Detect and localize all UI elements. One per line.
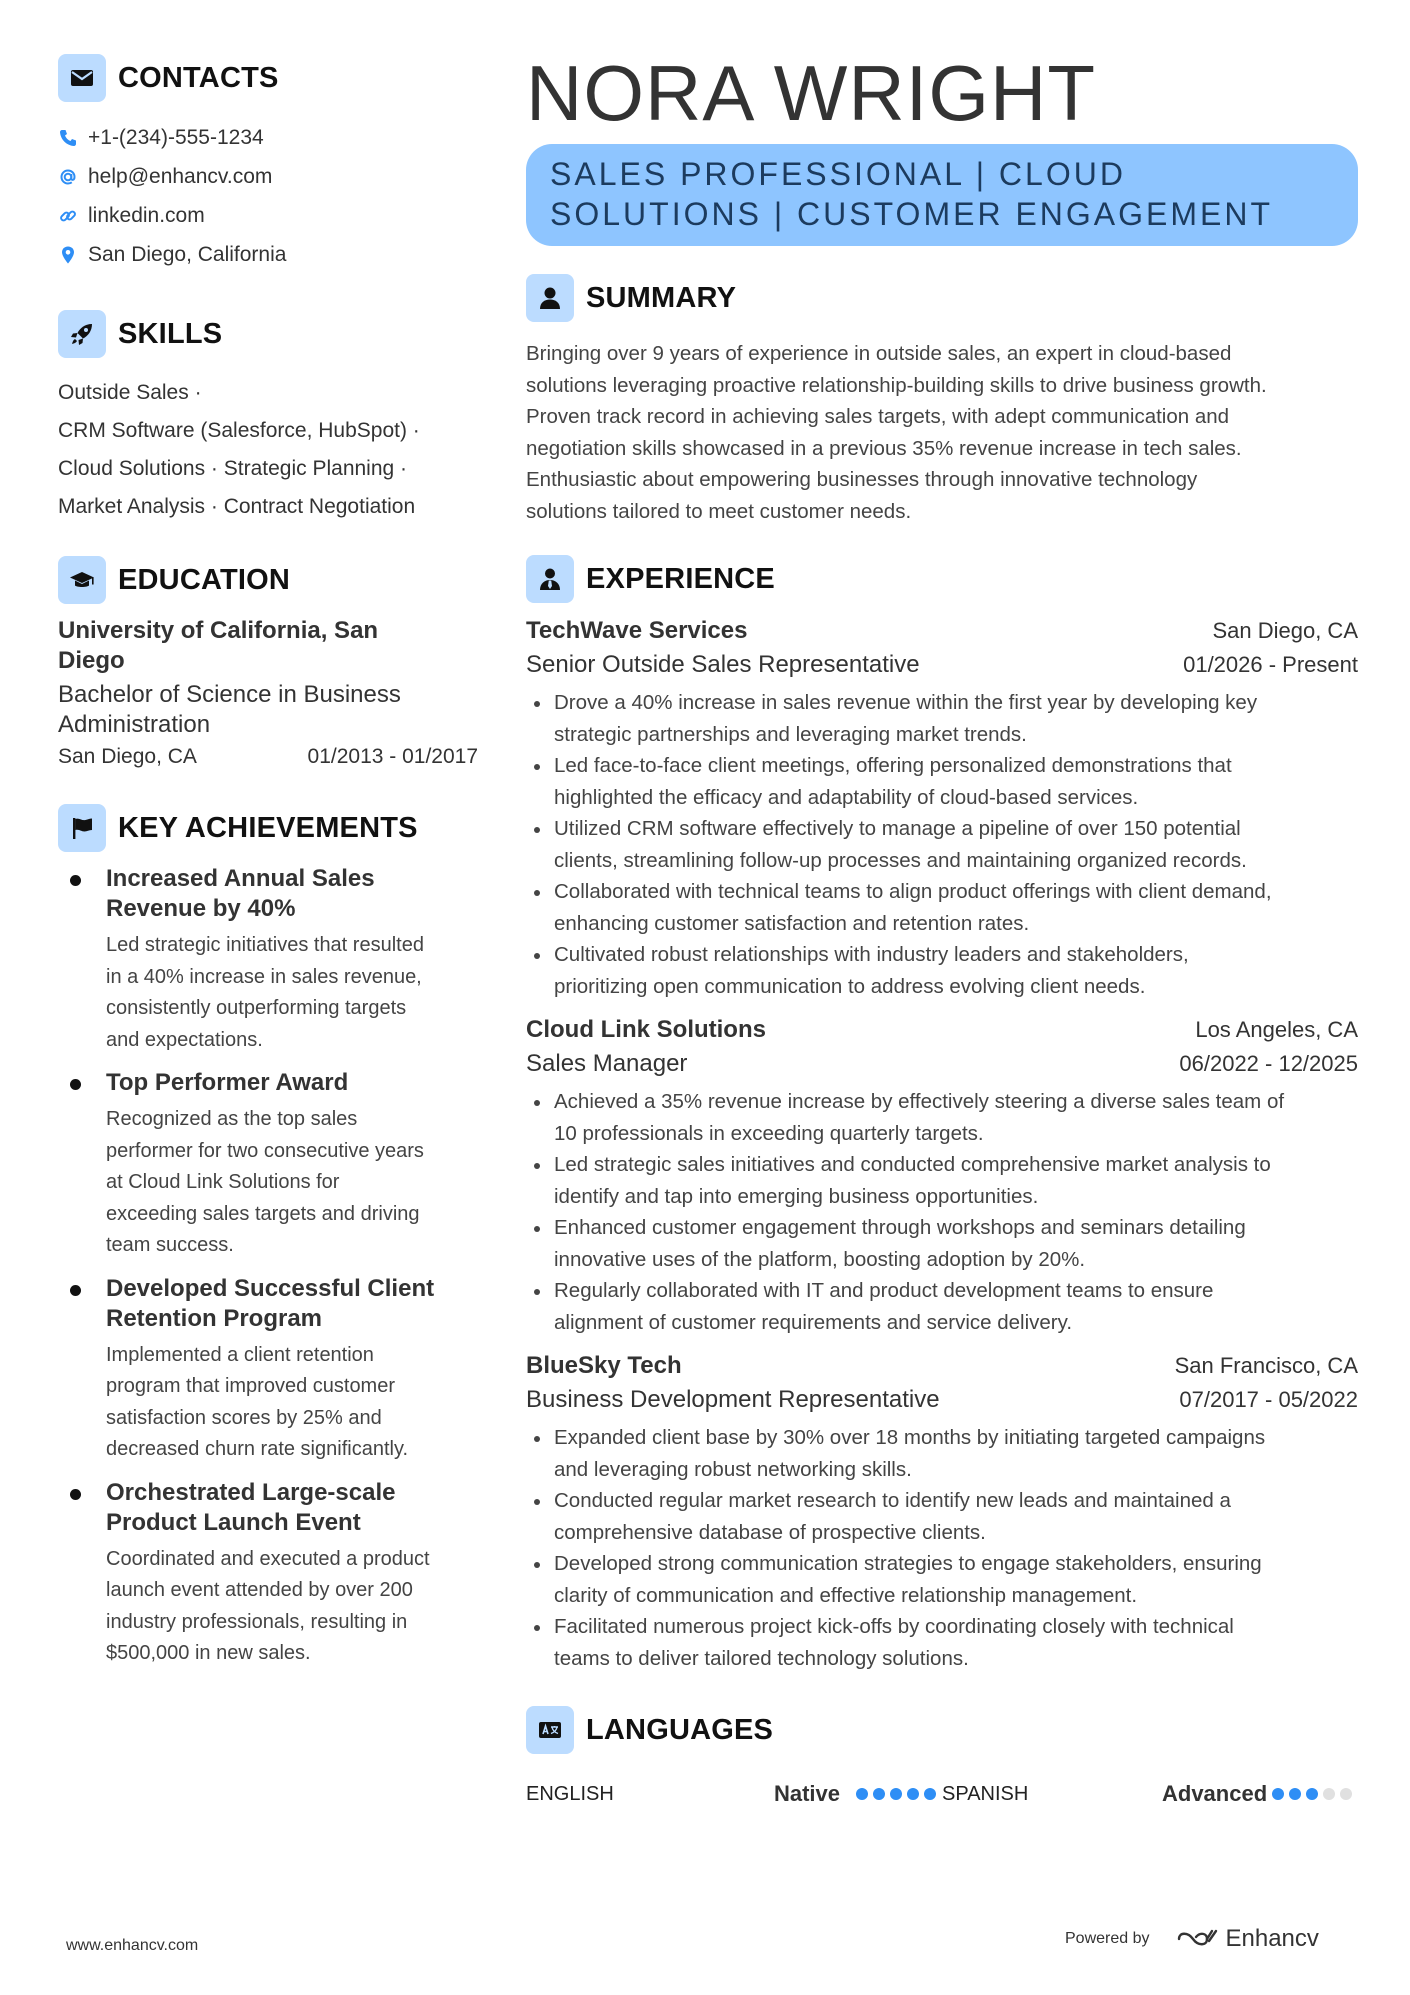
language-item bbox=[526, 1781, 942, 1807]
contact-phone-text: +1-(234)-555-1234 bbox=[88, 125, 264, 149]
education-meta bbox=[58, 740, 478, 774]
bullet-dot bbox=[70, 1079, 81, 1090]
achievements-list bbox=[58, 864, 478, 1670]
bullet-line: highlighted the efficacy and adaptability of cloud-based services. bbox=[554, 785, 1139, 809]
businessperson-icon bbox=[526, 555, 574, 603]
summary-header bbox=[526, 274, 1358, 322]
job-bullets bbox=[526, 687, 1358, 1002]
summary-section bbox=[526, 274, 1358, 527]
achievements-header bbox=[58, 804, 478, 852]
education-degree-line: Bachelor of Science in Business bbox=[58, 681, 401, 708]
skills-line: Market Analysis · Contract Negotiation bbox=[58, 495, 416, 518]
skills-line: Outside Sales · bbox=[58, 381, 202, 404]
job-bullet bbox=[526, 1485, 1358, 1548]
job-header bbox=[526, 1016, 1358, 1050]
rating-dot-filled bbox=[1289, 1788, 1301, 1800]
education-header bbox=[58, 556, 478, 604]
education-degree bbox=[58, 680, 478, 740]
language-item bbox=[942, 1781, 1358, 1807]
achievement-desc bbox=[106, 1340, 478, 1466]
bullet-line: Utilized CRM software effectively to manage a pipeline of over 150 potential bbox=[554, 817, 1241, 840]
bullet-line: strategic partnerships and leveraging market trends. bbox=[554, 722, 1027, 746]
job-header bbox=[526, 617, 1358, 651]
summary-title: SUMMARY bbox=[586, 281, 737, 314]
contact-location bbox=[58, 235, 478, 274]
contacts-section bbox=[58, 54, 478, 274]
summary-line: solutions tailored to meet customer needs. bbox=[526, 499, 912, 523]
skills-header bbox=[58, 310, 478, 358]
languages-title: LANGUAGES bbox=[586, 1713, 774, 1746]
achievement-desc-line: decreased churn rate significantly. bbox=[106, 1438, 409, 1460]
rating-dot-filled bbox=[856, 1788, 868, 1800]
job-bullet bbox=[526, 1086, 1358, 1149]
bullet-line: innovative uses of the platform, boosting adoption by 20%. bbox=[554, 1247, 1086, 1271]
rating-dot-empty bbox=[1340, 1788, 1352, 1800]
achievement-desc bbox=[106, 1544, 478, 1670]
job-company: TechWave Services bbox=[526, 617, 748, 644]
job-company: BlueSky Tech bbox=[526, 1352, 682, 1379]
rating-dot-filled bbox=[907, 1788, 919, 1800]
job-company: Cloud Link Solutions bbox=[526, 1016, 766, 1043]
bullet-line: alignment of customer requirements and service delivery. bbox=[554, 1310, 1073, 1334]
achievement-item bbox=[58, 864, 478, 1056]
contact-phone[interactable] bbox=[58, 118, 478, 157]
rating-dot-filled bbox=[1272, 1788, 1284, 1800]
achievement-title-line: Developed Successful Client bbox=[106, 1274, 435, 1302]
achievement-desc-line: consistently outperforming targets bbox=[106, 997, 407, 1019]
achievement-desc-line: Led strategic initiatives that resulted bbox=[106, 934, 424, 956]
experience-header bbox=[526, 555, 1358, 603]
job-bullet bbox=[526, 939, 1358, 1002]
achievements-section bbox=[58, 804, 478, 1670]
job-subheader bbox=[526, 1386, 1358, 1420]
job-location: Los Angeles, CA bbox=[1195, 1017, 1358, 1042]
skills-section bbox=[58, 310, 478, 526]
achievements-title: KEY ACHIEVEMENTS bbox=[118, 811, 418, 844]
achievement-desc-line: program that improved customer bbox=[106, 1375, 396, 1397]
job-role: Business Development Representative bbox=[526, 1386, 940, 1413]
achievement-title-line: Retention Program bbox=[106, 1304, 323, 1332]
education-location: San Diego, CA bbox=[58, 745, 197, 768]
job-dates: 06/2022 - 12/2025 bbox=[1179, 1051, 1358, 1076]
bullet-line: Regularly collaborated with IT and product development teams to ensure bbox=[554, 1279, 1214, 1302]
bullet-line: Led strategic sales initiatives and conducted comprehensive market analysis to bbox=[554, 1153, 1271, 1176]
job-bullet bbox=[526, 1275, 1358, 1338]
headline-banner bbox=[526, 144, 1358, 246]
achievement-desc-line: and expectations. bbox=[106, 1028, 263, 1051]
bullet-line: teams to deliver tailored technology solutions. bbox=[554, 1646, 969, 1670]
skills-line: CRM Software (Salesforce, HubSpot) · bbox=[58, 419, 420, 442]
language-level: Advanced bbox=[1162, 1781, 1268, 1806]
job-bullet bbox=[526, 750, 1358, 813]
phone-icon bbox=[58, 128, 88, 148]
achievement-desc-line: launch event attended by over 200 bbox=[106, 1579, 413, 1601]
job-location: San Diego, CA bbox=[1212, 618, 1358, 643]
achievement-desc-line: Coordinated and executed a product bbox=[106, 1547, 430, 1570]
right-column bbox=[526, 50, 1358, 1812]
bullet-line: Achieved a 35% revenue increase by effectively steering a diverse sales team of bbox=[554, 1090, 1285, 1113]
job-dates: 01/2026 - Present bbox=[1183, 652, 1358, 677]
education-section bbox=[58, 556, 478, 774]
contact-location-text: San Diego, California bbox=[88, 242, 287, 266]
job-bullet bbox=[526, 1611, 1358, 1674]
language-rating bbox=[1272, 1788, 1357, 1800]
rating-dot-filled bbox=[1306, 1788, 1318, 1800]
bullet-line: Facilitated numerous project kick-offs by coordinating closely with technical bbox=[554, 1615, 1234, 1638]
bullet-line: Cultivated robust relationships with industry leaders and stakeholders, bbox=[554, 943, 1189, 966]
job-entry bbox=[526, 1352, 1358, 1674]
enhancv-brand[interactable] bbox=[1176, 1925, 1319, 1953]
achievement-title bbox=[106, 1068, 478, 1098]
education-school-line: Diego bbox=[58, 647, 125, 674]
job-bullet bbox=[526, 1212, 1358, 1275]
achievement-desc-line: performer for two consecutive years bbox=[106, 1139, 424, 1162]
bullet-line: Conducted regular market research to identify new leads and maintained a bbox=[554, 1489, 1231, 1512]
contact-email[interactable] bbox=[58, 157, 478, 196]
languages-section bbox=[526, 1706, 1358, 1812]
contacts-header bbox=[58, 54, 478, 102]
languages-header bbox=[526, 1706, 1358, 1754]
language-level: Native bbox=[773, 1781, 840, 1806]
bullet-line: identify and tap into emerging business opportunities. bbox=[554, 1184, 1039, 1208]
job-role: Senior Outside Sales Representative bbox=[526, 651, 920, 678]
achievement-title-line: Orchestrated Large-scale bbox=[106, 1478, 396, 1506]
education-title: EDUCATION bbox=[118, 563, 291, 596]
achievement-desc-line: $500,000 in new sales. bbox=[106, 1642, 311, 1664]
education-school bbox=[58, 616, 478, 676]
summary-line: negotiation skills showcased in a previous 35% revenue increase in tech sales. bbox=[526, 436, 1242, 460]
achievement-desc-line: Implemented a client retention bbox=[106, 1343, 374, 1366]
at-icon bbox=[58, 167, 88, 187]
rating-dot-filled bbox=[873, 1788, 885, 1800]
job-bullet bbox=[526, 876, 1358, 939]
language-rating bbox=[856, 1788, 941, 1800]
rating-dot-filled bbox=[890, 1788, 902, 1800]
bullet-line: enhancing customer satisfaction and retention rates. bbox=[554, 911, 1030, 935]
job-bullet bbox=[526, 687, 1358, 750]
job-entry bbox=[526, 1016, 1358, 1338]
job-role: Sales Manager bbox=[526, 1050, 688, 1077]
achievement-title bbox=[106, 1274, 478, 1334]
enhancv-logo-icon bbox=[1176, 1927, 1220, 1951]
brand-name: Enhancv bbox=[1225, 1925, 1319, 1952]
achievement-title bbox=[106, 864, 478, 924]
job-location: San Francisco, CA bbox=[1174, 1353, 1358, 1378]
headline-text: SALES PROFESSIONAL | CLOUD SOLUTIONS | CUSTOMER ENGAGEMENT bbox=[550, 156, 1274, 232]
contact-linkedin[interactable] bbox=[58, 196, 478, 235]
bullet-line: Collaborated with technical teams to align product offerings with client demand, bbox=[554, 880, 1272, 903]
achievement-desc-line: team success. bbox=[106, 1234, 234, 1256]
languages-list bbox=[526, 1776, 1358, 1812]
link-icon bbox=[58, 206, 88, 226]
job-header bbox=[526, 1352, 1358, 1386]
language-name: SPANISH bbox=[942, 1782, 1029, 1805]
skills-title: SKILLS bbox=[118, 317, 223, 350]
achievement-desc-line: in a 40% increase in sales revenue, bbox=[106, 965, 422, 988]
bullet-line: Enhanced customer engagement through workshops and seminars detailing bbox=[554, 1216, 1246, 1239]
candidate-name: NORA WRIGHT bbox=[526, 49, 1096, 137]
bullet-line: and leveraging robust networking skills. bbox=[554, 1457, 912, 1481]
location-pin-icon bbox=[58, 245, 88, 265]
achievement-title-line: Increased Annual Sales bbox=[106, 865, 375, 892]
job-subheader bbox=[526, 651, 1358, 685]
job-bullets bbox=[526, 1086, 1358, 1338]
job-dates: 07/2017 - 05/2022 bbox=[1179, 1387, 1358, 1412]
skills-line: Cloud Solutions · Strategic Planning · bbox=[58, 457, 408, 480]
person-icon bbox=[526, 274, 574, 322]
bullet-dot bbox=[70, 875, 81, 886]
education-degree-line: Administration bbox=[58, 711, 211, 738]
bullet-line: Developed strong communication strategies to engage stakeholders, ensuring bbox=[554, 1552, 1262, 1575]
achievement-item bbox=[58, 1478, 478, 1670]
left-column bbox=[58, 54, 478, 1670]
powered-by-label: Powered by bbox=[1065, 1930, 1150, 1947]
footer-website[interactable]: www.enhancv.com bbox=[66, 1937, 199, 1954]
contact-linkedin-text: linkedin.com bbox=[88, 203, 205, 227]
achievement-desc-line: at Cloud Link Solutions for bbox=[106, 1171, 340, 1193]
language-name: ENGLISH bbox=[526, 1782, 614, 1805]
bullet-line: Led face-to-face client meetings, offering personalized demonstrations that bbox=[554, 754, 1232, 777]
bullet-line: Expanded client base by 30% over 18 months by initiating targeted campaigns bbox=[554, 1426, 1266, 1449]
achievement-title-line: Product Launch Event bbox=[106, 1508, 361, 1536]
achievement-title-line: Top Performer Award bbox=[106, 1069, 349, 1096]
job-bullet bbox=[526, 1548, 1358, 1611]
summary-line: Enthusiastic about empowering businesses through innovative technology bbox=[526, 468, 1198, 491]
achievement-item bbox=[58, 1068, 478, 1262]
achievement-desc-line: Recognized as the top sales bbox=[106, 1108, 358, 1130]
bullet-line: Drove a 40% increase in sales revenue within the first year by developing key bbox=[554, 691, 1258, 714]
achievement-desc bbox=[106, 930, 478, 1056]
summary-line: solutions leveraging proactive relationship-building skills to drive business growth. bbox=[526, 373, 1267, 397]
rating-dot-empty bbox=[1323, 1788, 1335, 1800]
achievement-desc-line: exceeding sales targets and driving bbox=[106, 1202, 420, 1225]
education-dates: 01/2013 - 01/2017 bbox=[307, 745, 478, 768]
job-bullets bbox=[526, 1422, 1358, 1674]
bullet-line: clarity of communication and effective relationship management. bbox=[554, 1583, 1138, 1607]
skills-list bbox=[58, 374, 478, 526]
rocket-icon bbox=[58, 310, 106, 358]
envelope-icon bbox=[58, 54, 106, 102]
achievement-desc-line: industry professionals, resulting in bbox=[106, 1610, 408, 1633]
job-bullet bbox=[526, 813, 1358, 876]
bullet-dot bbox=[70, 1285, 81, 1296]
rating-dot-filled bbox=[924, 1788, 936, 1800]
contact-email-text: help@enhancv.com bbox=[88, 164, 273, 188]
bullet-line: clients, streamlining follow-up processes and maintaining organized records. bbox=[554, 848, 1247, 872]
achievement-desc bbox=[106, 1104, 478, 1262]
contacts-title: CONTACTS bbox=[118, 61, 279, 94]
education-school-line: University of California, San bbox=[58, 617, 379, 644]
bullet-line: 10 professionals in exceeding quarterly targets. bbox=[554, 1121, 984, 1145]
achievement-title-line: Revenue by 40% bbox=[106, 895, 296, 922]
achievement-title bbox=[106, 1478, 478, 1538]
bullet-line: comprehensive database of prospective clients. bbox=[554, 1520, 986, 1544]
summary-line: Proven track record in achieving sales targets, with adept communication and bbox=[526, 405, 1230, 428]
graduation-cap-icon bbox=[58, 556, 106, 604]
experience-title: EXPERIENCE bbox=[586, 562, 775, 595]
experience-section bbox=[526, 555, 1358, 1674]
job-subheader bbox=[526, 1050, 1358, 1084]
job-entry bbox=[526, 617, 1358, 1002]
job-bullet bbox=[526, 1422, 1358, 1485]
contact-list bbox=[58, 118, 478, 274]
summary-text bbox=[526, 338, 1358, 527]
achievement-item bbox=[58, 1274, 478, 1466]
summary-line: Bringing over 9 years of experience in outside sales, an expert in cloud-based bbox=[526, 342, 1232, 365]
bullet-line: prioritizing open communication to address evolving client needs. bbox=[554, 974, 1146, 998]
achievement-desc-line: satisfaction scores by 25% and bbox=[106, 1406, 382, 1429]
translate-icon bbox=[526, 1706, 574, 1754]
job-bullet bbox=[526, 1149, 1358, 1212]
flag-icon bbox=[58, 804, 106, 852]
bullet-dot bbox=[70, 1489, 81, 1500]
footer-branding bbox=[1065, 1925, 1319, 1953]
